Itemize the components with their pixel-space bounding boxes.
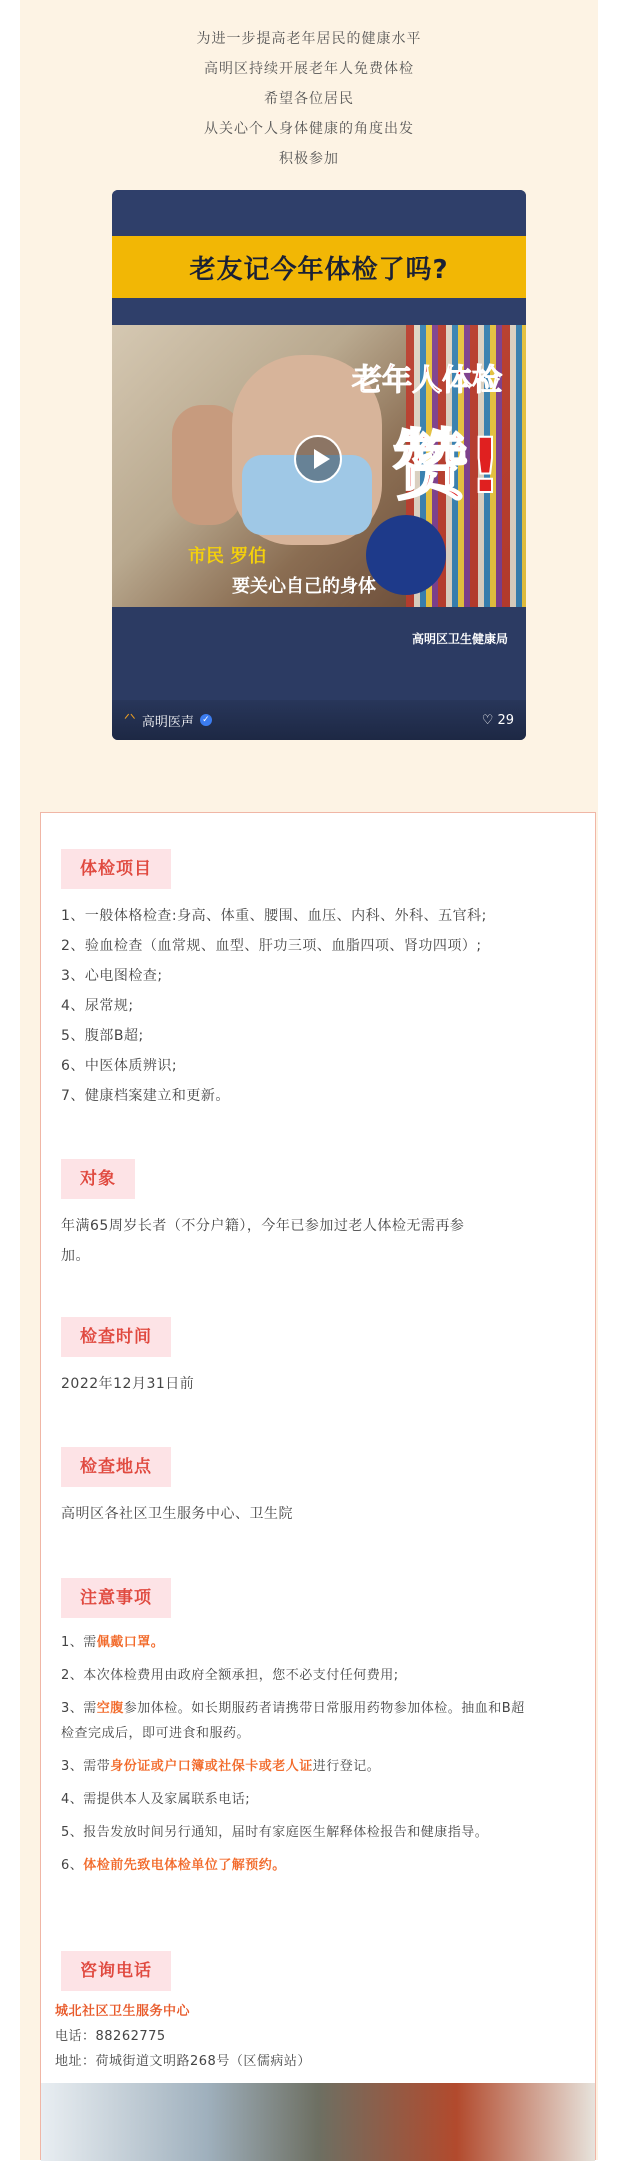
list-item: 4、尿常规; (61, 998, 134, 1014)
notice-item: 5、报告发放时间另行通知，届时有家庭医生解释体检报告和健康指导。 (61, 1825, 489, 1840)
building-photo (41, 2083, 595, 2161)
notice-item: 检查完成后，即可进食和服药。 (61, 1726, 251, 1741)
intro-line: 高明区持续开展老年人免费体检 (204, 61, 414, 77)
section-tag-contact: 咨询电话 (61, 1951, 171, 1991)
section-tag-time: 检查时间 (61, 1317, 171, 1357)
article-page (20, 0, 598, 2160)
like-count: 29 (497, 712, 514, 728)
video-top-band (112, 190, 526, 236)
verified-icon: ✓ (200, 714, 212, 726)
notice-item: 4、需提供本人及家属联系电话; (61, 1792, 251, 1807)
microphone-graphic (366, 515, 446, 595)
info-card (40, 812, 596, 2160)
time-text: 2022年12月31日前 (61, 1376, 195, 1392)
video-thumbnail (112, 325, 526, 607)
place-text: 高明区各社区卫生服务中心、卫生院 (61, 1506, 293, 1522)
center-name: 城北社区卫生服务中心 (55, 2004, 191, 2019)
list-item: 5、腹部B超; (61, 1028, 144, 1044)
overlay-big-text: 赞! (392, 421, 503, 510)
notice-item: 2、本次体检费用由政府全额承担，您不必支付任何费用; (61, 1668, 399, 1683)
like-button[interactable] (482, 713, 514, 728)
notice-item: 3、需空腹参加体检。如长期服药者请携带日常服用药物参加体检。抽血和B超 (61, 1701, 525, 1716)
intro-line: 为进一步提高老年居民的健康水平 (196, 31, 422, 47)
section-tag-items: 体检项目 (61, 849, 171, 889)
notice-item: 1、需佩戴口罩。 (61, 1635, 165, 1650)
address-text: 地址：荷城街道文明路268号（区儒病站） (55, 2054, 311, 2069)
intro-line: 积极参加 (279, 151, 339, 167)
caption-text: 要关心自己的身体 (232, 576, 376, 597)
overlay-title: 老年人体检 (352, 363, 502, 398)
list-item: 1、一般体格检查:身高、体重、腰围、血压、内科、外科、五官科; (61, 908, 487, 924)
intro-line: 希望各位居民 (264, 91, 354, 107)
channel-logo-icon: ᐟᐠ (124, 712, 136, 728)
video-footer (112, 700, 526, 740)
list-item: 6、中医体质辨识; (61, 1058, 178, 1074)
notice-item: 3、需带身份证或户口簿或社保卡或老人证进行登记。 (61, 1759, 381, 1774)
list-item: 7、健康档案建立和更新。 (61, 1088, 230, 1104)
intro-text (20, 24, 598, 174)
video-player[interactable] (112, 190, 526, 740)
phone-text[interactable]: 电话：88262775 (55, 2029, 166, 2044)
video-mid-band (112, 298, 526, 325)
video-headline: 老友记今年体检了吗? (189, 254, 449, 285)
heart-icon: ♡ (481, 712, 494, 728)
section-tag-notice: 注意事项 (61, 1578, 171, 1618)
video-headline-banner (112, 236, 526, 298)
caption-speaker: 市民 罗伯 (188, 546, 267, 567)
target-text: 年满65周岁长者（不分户籍），今年已参加过老人体检无需再参 (61, 1218, 465, 1234)
bureau-label: 高明区卫生健康局 (411, 632, 508, 646)
section-tag-place: 检查地点 (61, 1447, 171, 1487)
channel-name[interactable]: 高明医声 (141, 714, 194, 730)
list-item: 3、心电图检查; (61, 968, 163, 984)
intro-line: 从关心个人身体健康的角度出发 (204, 121, 414, 137)
notice-item: 6、体检前先致电体检单位了解预约。 (61, 1858, 286, 1873)
play-icon[interactable] (294, 435, 342, 483)
section-tag-target: 对象 (61, 1159, 135, 1199)
target-text: 加。 (61, 1248, 90, 1264)
list-item: 2、验血检查（血常规、血型、肝功三项、血脂四项、肾功四项）; (61, 938, 482, 954)
